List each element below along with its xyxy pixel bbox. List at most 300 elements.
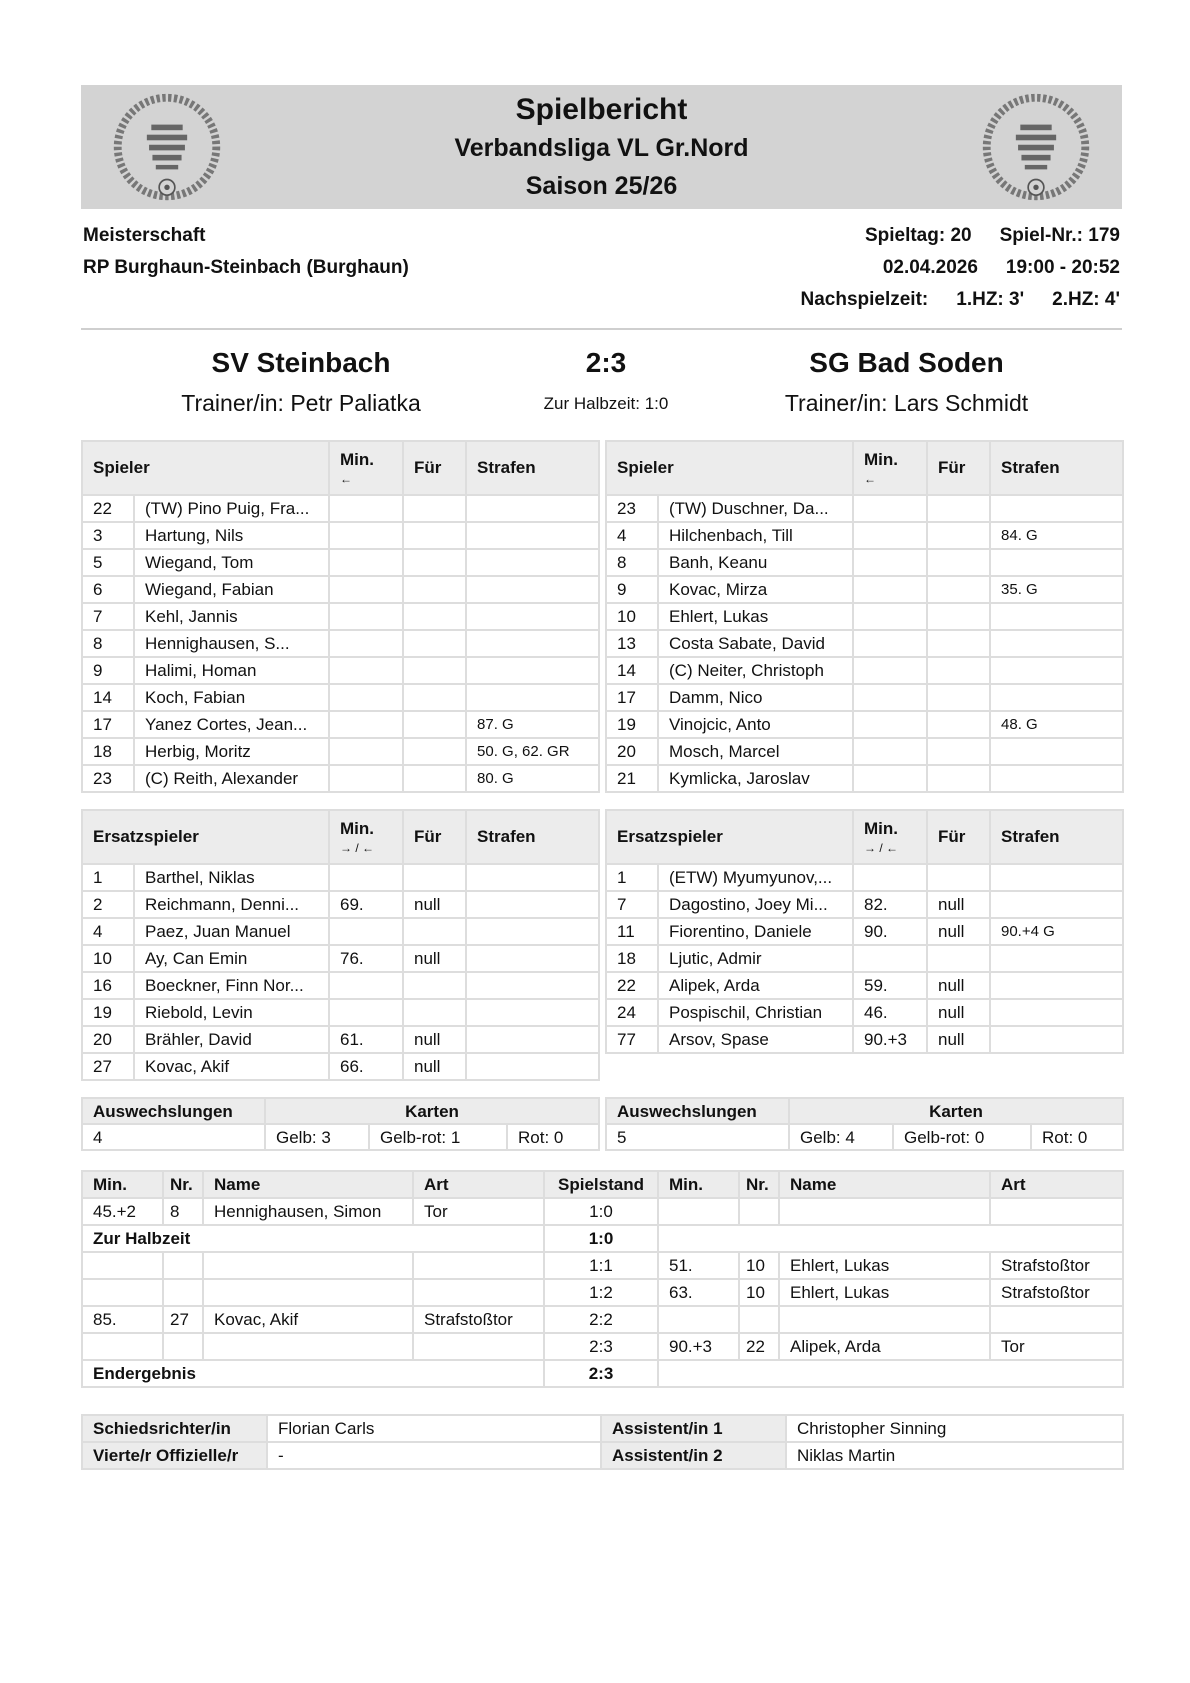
- player-number: 22: [82, 495, 134, 522]
- player-sub-minute: [853, 765, 927, 792]
- player-number: 8: [606, 549, 658, 576]
- match-time: 19:00 - 20:52: [1005, 257, 1120, 278]
- player-penalties: [990, 603, 1123, 630]
- goals-header-min: Min.: [658, 1171, 739, 1198]
- player-number: 8: [82, 630, 134, 657]
- player-sub-minute: 59.: [853, 972, 927, 999]
- home-goal-scorer: Kovac, Akif: [203, 1306, 413, 1333]
- home-goal-type: [413, 1333, 544, 1360]
- player-number: 7: [82, 603, 134, 630]
- player-name: Paez, Juan Manuel: [134, 918, 329, 945]
- player-sub-minute: [853, 603, 927, 630]
- away-goal-type: [990, 1306, 1123, 1333]
- player-name: (ETW) Myumyunov,...: [658, 864, 853, 891]
- player-row: [82, 999, 599, 1026]
- player-penalties: [990, 738, 1123, 765]
- player-penalties: 50. G, 62. GR: [466, 738, 599, 765]
- goals-table: [81, 1170, 1124, 1388]
- goal-row: [82, 1198, 1123, 1225]
- roster-header-min-label: Min.: [340, 450, 375, 469]
- player-sub-for: [403, 999, 466, 1026]
- player-penalties: [466, 999, 599, 1026]
- home-yellow-red-count: Gelb-rot: 1: [369, 1124, 507, 1150]
- home-goal-number: [163, 1279, 203, 1306]
- player-row: [82, 684, 599, 711]
- away-goal-number: 10: [739, 1252, 779, 1279]
- player-penalties: [990, 999, 1123, 1026]
- home-trainer: Trainer/in: Petr Paliatka: [181, 390, 421, 416]
- player-name: Pospischil, Christian: [658, 999, 853, 1026]
- away-subs-table: [605, 809, 1124, 1054]
- player-row: [606, 684, 1123, 711]
- player-number: 1: [82, 864, 134, 891]
- player-number: 20: [82, 1026, 134, 1053]
- player-penalties: [990, 549, 1123, 576]
- goal-row: [82, 1333, 1123, 1360]
- player-row: [606, 891, 1123, 918]
- goal-row: [82, 1306, 1123, 1333]
- goal-row: [82, 1279, 1123, 1306]
- player-sub-minute: [329, 765, 403, 792]
- fourth-official-name: -: [267, 1442, 601, 1469]
- player-row: [82, 603, 599, 630]
- roster-header-for: Für: [403, 810, 466, 864]
- home-goal-minute: [82, 1252, 163, 1279]
- away-trainer: Trainer/in: Lars Schmidt: [784, 390, 1029, 416]
- match-date: 02.04.2026: [882, 257, 978, 278]
- player-number: 22: [606, 972, 658, 999]
- player-number: 11: [606, 918, 658, 945]
- player-name: Hennighausen, S...: [134, 630, 329, 657]
- player-row: [606, 945, 1123, 972]
- player-name: Ay, Can Emin: [134, 945, 329, 972]
- player-sub-minute: [329, 522, 403, 549]
- home-goal-number: [163, 1252, 203, 1279]
- roster-header-min: [329, 810, 403, 864]
- subs-header: Auswechslungen: [82, 1098, 265, 1124]
- player-number: 19: [606, 711, 658, 738]
- home-summary-table: [81, 1097, 600, 1151]
- player-name: (TW) Pino Puig, Fra...: [134, 495, 329, 522]
- assistant1-name: Christopher Sinning: [786, 1415, 1123, 1442]
- away-goal-minute: 63.: [658, 1279, 739, 1306]
- player-name: Herbig, Moritz: [134, 738, 329, 765]
- cards-header: Karten: [265, 1098, 599, 1124]
- player-sub-for: [403, 657, 466, 684]
- player-sub-minute: [329, 864, 403, 891]
- player-row: [606, 576, 1123, 603]
- match-meta: [81, 220, 1122, 316]
- fourth-official-label: Vierte/r Offizielle/r: [82, 1442, 267, 1469]
- player-penalties: [990, 630, 1123, 657]
- player-penalties: [466, 576, 599, 603]
- player-row: [606, 738, 1123, 765]
- player-sub-minute: 82.: [853, 891, 927, 918]
- player-sub-for: null: [403, 945, 466, 972]
- player-sub-for: null: [927, 999, 990, 1026]
- player-sub-for: [403, 738, 466, 765]
- player-sub-for: [927, 738, 990, 765]
- home-goal-minute: [82, 1279, 163, 1306]
- player-sub-for: [403, 603, 466, 630]
- player-sub-minute: [853, 495, 927, 522]
- player-sub-for: [927, 603, 990, 630]
- player-name: Banh, Keanu: [658, 549, 853, 576]
- player-name: Arsov, Spase: [658, 1026, 853, 1053]
- referee-label: Schiedsrichter/in: [82, 1415, 267, 1442]
- player-sub-minute: [853, 630, 927, 657]
- final-result-row-score: 2:3: [544, 1360, 658, 1387]
- player-penalties: [466, 603, 599, 630]
- player-name: Costa Sabate, David: [658, 630, 853, 657]
- hfv-logo-icon: [980, 91, 1092, 203]
- player-sub-for: [927, 657, 990, 684]
- away-goal-scorer: [779, 1306, 990, 1333]
- player-penalties: [990, 972, 1123, 999]
- player-sub-minute: [329, 738, 403, 765]
- player-sub-minute: 61.: [329, 1026, 403, 1053]
- player-name: Mosch, Marcel: [658, 738, 853, 765]
- player-penalties: [990, 945, 1123, 972]
- player-name: Halimi, Homan: [134, 657, 329, 684]
- roster-header-min-label: Min.: [340, 819, 374, 838]
- away-goal-scorer: Ehlert, Lukas: [779, 1279, 990, 1306]
- player-row: [82, 495, 599, 522]
- player-number: 4: [82, 918, 134, 945]
- player-name: Alipek, Arda: [658, 972, 853, 999]
- hfv-logo-left: [111, 91, 223, 203]
- player-number: 23: [606, 495, 658, 522]
- player-sub-for: [403, 918, 466, 945]
- home-goal-minute: 85.: [82, 1306, 163, 1333]
- player-penalties: 48. G: [990, 711, 1123, 738]
- player-row: [606, 765, 1123, 792]
- player-number: 5: [82, 549, 134, 576]
- player-row: [82, 549, 599, 576]
- referee-name: Florian Carls: [267, 1415, 601, 1442]
- player-row: [82, 918, 599, 945]
- roster-header-min-label: Min.: [864, 819, 898, 838]
- player-penalties: 35. G: [990, 576, 1123, 603]
- goal-running-score: 1:1: [544, 1252, 658, 1279]
- player-name: Vinojcic, Anto: [658, 711, 853, 738]
- player-sub-for: [403, 765, 466, 792]
- player-number: 19: [82, 999, 134, 1026]
- roster-header-for: Für: [403, 441, 466, 495]
- header-band: [81, 85, 1122, 209]
- away-subs-count: 5: [606, 1124, 789, 1150]
- player-penalties: [990, 684, 1123, 711]
- home-goal-minute: [82, 1333, 163, 1360]
- halftime-row-label: Zur Halbzeit: [82, 1225, 544, 1252]
- player-row: [82, 738, 599, 765]
- player-number: 9: [606, 576, 658, 603]
- player-row: [82, 1026, 599, 1053]
- player-name: Yanez Cortes, Jean...: [134, 711, 329, 738]
- player-sub-for: [403, 684, 466, 711]
- player-sub-minute: [329, 495, 403, 522]
- player-row: [606, 999, 1123, 1026]
- away-goal-scorer: [779, 1198, 990, 1225]
- home-team-name: SV Steinbach: [211, 347, 391, 378]
- player-number: 7: [606, 891, 658, 918]
- player-number: 20: [606, 738, 658, 765]
- away-team-name: SG Bad Soden: [809, 347, 1004, 378]
- player-sub-for: [403, 522, 466, 549]
- player-sub-minute: 69.: [329, 891, 403, 918]
- player-number: 23: [82, 765, 134, 792]
- player-name: Koch, Fabian: [134, 684, 329, 711]
- away-goal-number: 22: [739, 1333, 779, 1360]
- player-row: [606, 972, 1123, 999]
- season: Saison 25/26: [525, 172, 678, 200]
- player-penalties: [466, 864, 599, 891]
- stoppage-label: Nachspielzeit:: [800, 289, 929, 310]
- player-sub-for: [403, 549, 466, 576]
- player-sub-for: null: [927, 972, 990, 999]
- player-sub-minute: [329, 999, 403, 1026]
- player-sub-minute: [853, 549, 927, 576]
- player-row: [606, 864, 1123, 891]
- player-sub-for: [927, 630, 990, 657]
- player-penalties: 80. G: [466, 765, 599, 792]
- halftime-row: [82, 1225, 1123, 1252]
- player-penalties: [990, 1026, 1123, 1053]
- subs-header: Auswechslungen: [606, 1098, 789, 1124]
- away-goal-number: [739, 1306, 779, 1333]
- player-sub-for: null: [403, 891, 466, 918]
- player-penalties: [466, 522, 599, 549]
- player-penalties: [990, 657, 1123, 684]
- player-row: [606, 603, 1123, 630]
- goals-header-name: Name: [779, 1171, 990, 1198]
- player-sub-for: [927, 945, 990, 972]
- player-name: Dagostino, Joey Mi...: [658, 891, 853, 918]
- player-sub-minute: [329, 603, 403, 630]
- home-goal-scorer: Hennighausen, Simon: [203, 1198, 413, 1225]
- home-goal-type: [413, 1279, 544, 1306]
- player-sub-minute: [853, 711, 927, 738]
- home-goal-scorer: [203, 1252, 413, 1279]
- goal-running-score: 2:3: [544, 1333, 658, 1360]
- player-name: (TW) Duschner, Da...: [658, 495, 853, 522]
- player-row: [82, 657, 599, 684]
- player-name: Brähler, David: [134, 1026, 329, 1053]
- player-number: 10: [606, 603, 658, 630]
- home-goal-minute: 45.+2: [82, 1198, 163, 1225]
- away-goal-type: Strafstoßtor: [990, 1279, 1123, 1306]
- player-row: [606, 1026, 1123, 1053]
- goal-running-score: 2:2: [544, 1306, 658, 1333]
- player-number: 9: [82, 657, 134, 684]
- final-result-row-filler: [658, 1360, 1123, 1387]
- player-name: Boeckner, Finn Nor...: [134, 972, 329, 999]
- player-number: 16: [82, 972, 134, 999]
- player-sub-for: null: [927, 918, 990, 945]
- player-name: Kymlicka, Jaroslav: [658, 765, 853, 792]
- player-sub-minute: [329, 918, 403, 945]
- player-row: [82, 864, 599, 891]
- player-sub-minute: [329, 576, 403, 603]
- away-goal-type: Tor: [990, 1333, 1123, 1360]
- player-penalties: 84. G: [990, 522, 1123, 549]
- goal-running-score: 1:0: [544, 1198, 658, 1225]
- player-row: [82, 945, 599, 972]
- player-name: Wiegand, Fabian: [134, 576, 329, 603]
- player-sub-minute: [853, 738, 927, 765]
- player-sub-for: [403, 576, 466, 603]
- home-goal-number: [163, 1333, 203, 1360]
- player-penalties: [466, 495, 599, 522]
- roster-header-player: Ersatzspieler: [82, 810, 329, 864]
- final-score: 2:3: [585, 347, 627, 378]
- player-sub-minute: [329, 630, 403, 657]
- player-number: 2: [82, 891, 134, 918]
- player-sub-for: [403, 972, 466, 999]
- player-sub-for: null: [403, 1053, 466, 1080]
- player-sub-for: [927, 684, 990, 711]
- roster-header-player: Spieler: [82, 441, 329, 495]
- player-name: Wiegand, Tom: [134, 549, 329, 576]
- player-name: Damm, Nico: [658, 684, 853, 711]
- player-sub-for: [927, 711, 990, 738]
- player-sub-for: [927, 522, 990, 549]
- goals-header-min: Min.: [82, 1171, 163, 1198]
- match-number: Spiel-Nr.: 179: [999, 225, 1120, 246]
- player-penalties: [466, 972, 599, 999]
- player-name: (C) Reith, Alexander: [134, 765, 329, 792]
- player-penalties: [990, 765, 1123, 792]
- player-sub-for: [927, 765, 990, 792]
- player-penalties: [466, 684, 599, 711]
- player-name: Hilchenbach, Till: [658, 522, 853, 549]
- roster-header-min: [329, 441, 403, 495]
- roster-header-min: [853, 810, 927, 864]
- player-sub-for: [927, 576, 990, 603]
- player-row: [82, 522, 599, 549]
- home-red-count: Rot: 0: [507, 1124, 599, 1150]
- player-sub-for: [927, 495, 990, 522]
- player-number: 14: [606, 657, 658, 684]
- goals-header-art: Art: [413, 1171, 544, 1198]
- officials-table: [81, 1414, 1124, 1470]
- away-players-table: [605, 440, 1124, 793]
- away-goal-minute: [658, 1306, 739, 1333]
- player-row: [606, 630, 1123, 657]
- player-number: 17: [606, 684, 658, 711]
- player-number: 21: [606, 765, 658, 792]
- player-row: [82, 765, 599, 792]
- roster-header-min-label: Min.: [864, 450, 899, 469]
- home-players-table: [81, 440, 600, 793]
- substitution-arrow-icon: ←: [340, 472, 353, 486]
- away-yellow-red-count: Gelb-rot: 0: [893, 1124, 1031, 1150]
- player-sub-minute: [853, 657, 927, 684]
- substitution-arrow-icon: ←: [864, 472, 877, 486]
- player-name: Barthel, Niklas: [134, 864, 329, 891]
- player-penalties: [466, 918, 599, 945]
- player-sub-minute: [853, 945, 927, 972]
- roster-header-player: Spieler: [606, 441, 853, 495]
- home-goal-type: Tor: [413, 1198, 544, 1225]
- home-goal-scorer: [203, 1279, 413, 1306]
- divider: [81, 328, 1122, 330]
- goal-row: [82, 1252, 1123, 1279]
- player-row: [82, 891, 599, 918]
- goals-header-nr: Nr.: [739, 1171, 779, 1198]
- player-sub-minute: 90.: [853, 918, 927, 945]
- player-sub-minute: [329, 549, 403, 576]
- player-sub-for: [403, 711, 466, 738]
- away-goal-number: 10: [739, 1279, 779, 1306]
- player-penalties: [990, 891, 1123, 918]
- away-goal-scorer: Ehlert, Lukas: [779, 1252, 990, 1279]
- final-result-row: [82, 1360, 1123, 1387]
- roster-header-player: Ersatzspieler: [606, 810, 853, 864]
- home-goal-scorer: [203, 1333, 413, 1360]
- player-row: [606, 657, 1123, 684]
- player-penalties: [466, 1026, 599, 1053]
- cards-header: Karten: [789, 1098, 1123, 1124]
- player-penalties: [990, 864, 1123, 891]
- home-goal-number: 8: [163, 1198, 203, 1225]
- player-name: (C) Neiter, Christoph: [658, 657, 853, 684]
- home-goal-type: Strafstoßtor: [413, 1306, 544, 1333]
- player-number: 1: [606, 864, 658, 891]
- player-name: Kovac, Akif: [134, 1053, 329, 1080]
- player-row: [606, 522, 1123, 549]
- substitution-arrow-icon: → / ←: [864, 841, 899, 855]
- halftime-score: Zur Halbzeit: 1:0: [543, 394, 669, 413]
- player-penalties: [466, 891, 599, 918]
- player-row: [82, 1053, 599, 1080]
- away-goal-number: [739, 1198, 779, 1225]
- roster-header-penalties: Strafen: [466, 810, 599, 864]
- goals-header-art: Art: [990, 1171, 1123, 1198]
- player-sub-minute: [329, 657, 403, 684]
- goals-header-nr: Nr.: [163, 1171, 203, 1198]
- goals-header-score: Spielstand: [544, 1171, 658, 1198]
- player-penalties: [466, 1053, 599, 1080]
- player-name: Riebold, Levin: [134, 999, 329, 1026]
- report-title-block: [261, 91, 942, 205]
- player-penalties: [990, 495, 1123, 522]
- player-sub-for: [403, 864, 466, 891]
- matchday: Spieltag: 20: [864, 225, 972, 246]
- home-subs-count: 4: [82, 1124, 265, 1150]
- roster-header-penalties: Strafen: [466, 441, 599, 495]
- assistant2-label: Assistent/in 2: [601, 1442, 786, 1469]
- stoppage-second-half: 2.HZ: 4': [1052, 289, 1120, 310]
- player-number: 17: [82, 711, 134, 738]
- home-yellow-count: Gelb: 3: [265, 1124, 369, 1150]
- player-row: [606, 711, 1123, 738]
- player-sub-for: null: [927, 1026, 990, 1053]
- player-row: [82, 972, 599, 999]
- halftime-row-score: 1:0: [544, 1225, 658, 1252]
- player-sub-minute: 66.: [329, 1053, 403, 1080]
- player-sub-for: [927, 864, 990, 891]
- player-sub-for: [403, 495, 466, 522]
- player-number: 6: [82, 576, 134, 603]
- player-penalties: [466, 549, 599, 576]
- roster-header-penalties: Strafen: [990, 810, 1123, 864]
- player-sub-for: null: [927, 891, 990, 918]
- player-sub-minute: [329, 684, 403, 711]
- halftime-row-filler: [658, 1225, 1123, 1252]
- player-name: Ehlert, Lukas: [658, 603, 853, 630]
- player-row: [606, 495, 1123, 522]
